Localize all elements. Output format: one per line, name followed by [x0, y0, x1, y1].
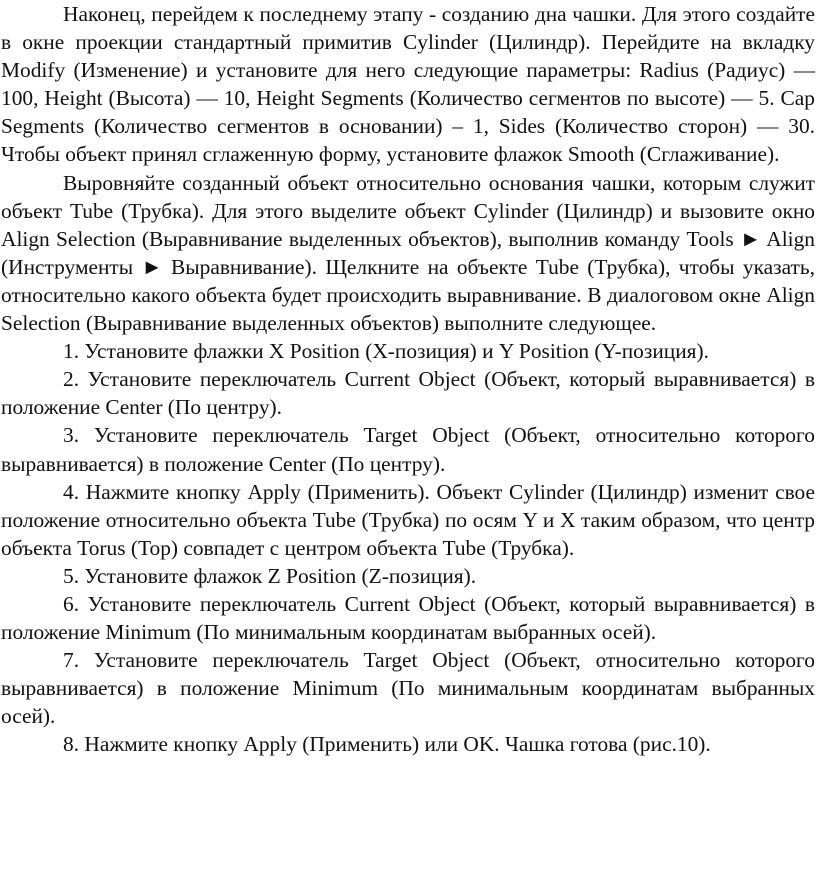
- list-item: [1, 478, 815, 562]
- list-item: [1, 646, 815, 730]
- list-item-text: Установите переключатель Current Object (Объект, который выравнивается) в положение Minimum (По минимальным координатам выбранных осей).: [1, 591, 815, 645]
- list-item-text: Установите переключатель Current Object (Объект, который выравнивается) в положение Center (По центру).: [1, 367, 815, 420]
- list-item-number: 4.: [63, 479, 80, 504]
- list-item-number: 5.: [63, 563, 80, 588]
- list-item-text: Нажмите кнопку Apply (Применить). Объект Cylinder (Цилиндр) изменит свое положение относительно объекта Tube (Трубка) по осям Y и X таким образом, что центр объекта Torus (Тор) совпадет с центром объекта Tube (Трубка).: [1, 479, 815, 560]
- list-item-text: Нажмите кнопку Apply (Применить) или OK. Чашка готова (рис.10).: [84, 732, 711, 757]
- list-item: [1, 421, 815, 477]
- list-item-text: Установите переключатель Target Object (Объект, относительно которого выравнивается) в положение Center (По центру).: [1, 423, 815, 476]
- list-item-number: 2.: [63, 367, 80, 392]
- list-item: [1, 562, 815, 590]
- list-item-text: Установите флажки X Position (X-позиция) и Y Position (Y-позиция).: [84, 339, 709, 364]
- list-item-number: 7.: [63, 648, 80, 673]
- paragraph-align-intro: Выровняйте созданный объект относительно основания чашки, которым служит объект Tube (Трубка). Для этого выделите объект Cylinder (Цилиндр) и вызовите окно Align Selection (Выравнивание выделенных объектов), выполнив команду Tools ► Align (Инструменты ► Выравнивание). Щелкните на объекте Tube (Трубка), чтобы указать, относительно какого объекта будет происходить выравнивание. В диалоговом окне Align Selection (Выравнивание выделенных объектов) выполните следующее.: [1, 170, 815, 336]
- list-item: [1, 337, 815, 365]
- list-item-number: 3.: [63, 423, 80, 448]
- list-item-text: Установите флажок Z Position (Z-позиция).: [84, 563, 477, 588]
- list-item: [1, 730, 815, 758]
- list-item-text: Установите переключатель Target Object (Объект, относительно которого выравнивается) в положение Minimum (По минимальным координатам выбранных осей).: [1, 648, 815, 729]
- list-item-number: 6.: [63, 591, 80, 616]
- list-item-number: 1.: [63, 339, 80, 364]
- list-item-number: 8.: [63, 732, 80, 757]
- paragraph-bottom-creation: Наконец, перейдем к последнему этапу - созданию дна чашки. Для этого создайте в окне проекции стандартный примитив Cylinder (Цилиндр). Перейдите на вкладку Modify (Изменение) и установите для него следующие параметры: Radius (Радиус) — 100, Height (Высота) — 10, Height Segments (Количество сегментов по высоте) — 5. Cap Segments (Количество сегментов в основании) – 1, Sides (Количество сторон) — 30. Чтобы объект принял сглаженную форму, установите флажок Smooth (Сглаживание).: [1, 2, 815, 167]
- list-item: [1, 590, 815, 646]
- list-item: [1, 365, 815, 421]
